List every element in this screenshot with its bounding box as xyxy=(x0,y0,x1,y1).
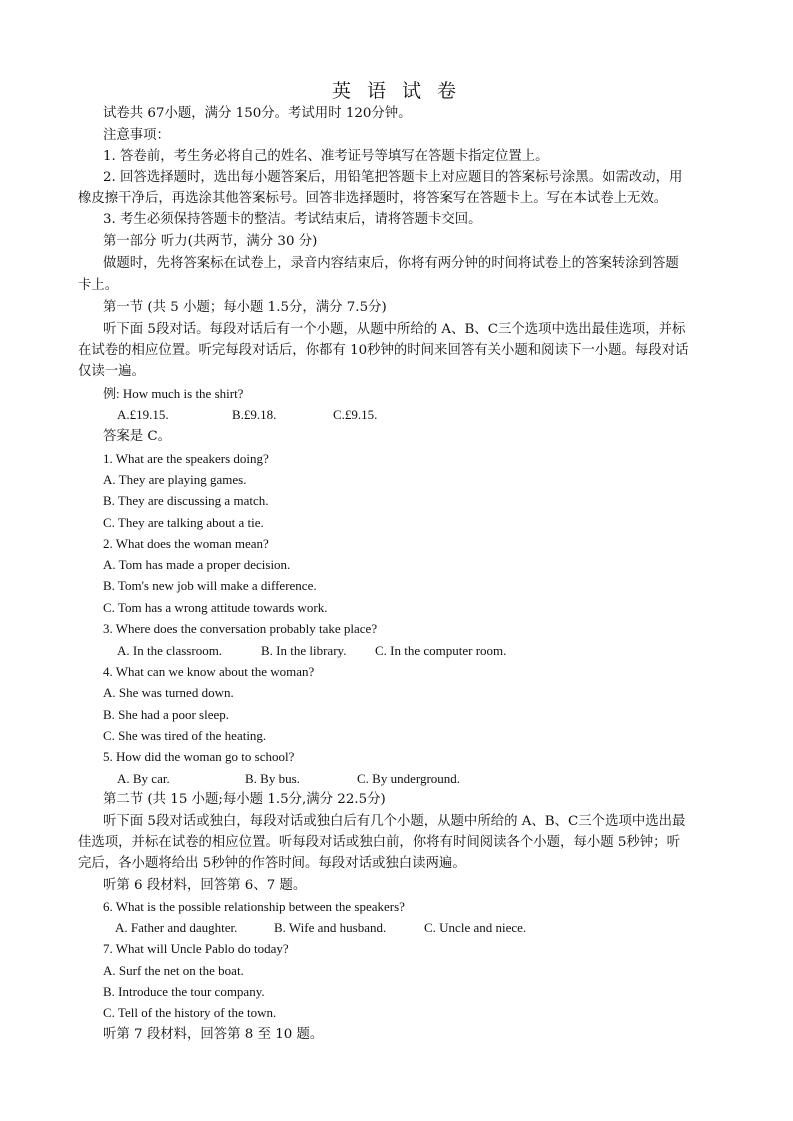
question-4-option-c: C. She was tired of the heating. xyxy=(103,728,267,743)
part1-intro: 做题时，先将答案标在试卷上，录音内容结束后，你将有两分钟的时间将试卷上的答案转涂到答题 xyxy=(103,256,679,271)
notice-heading: 注意事项： xyxy=(103,128,170,143)
question-2-option-b: B. Tom's new job will make a difference. xyxy=(103,578,317,593)
page-title: 英 语 试 卷 xyxy=(331,80,462,102)
example-option-b: B.£9.18. xyxy=(232,407,277,422)
question-5: 5. How did the woman go to school? xyxy=(103,749,295,764)
example-question: 例: How much is the shirt? xyxy=(103,386,244,401)
example-option-c: C.£9.15. xyxy=(333,407,378,422)
section2-intro-cont: 佳选项，并标在试卷的相应位置。听每段对话或独白前，你将有时间阅读各个小题，每小题 5秒钟；听 xyxy=(78,835,680,850)
section1-intro-cont: 在试卷的相应位置。听完每段对话后，你都有 10秒钟的时间来回答有关小题和阅读下一小题。每段对话 xyxy=(78,343,689,358)
question-6: 6. What is the possible relationship between the speakers? xyxy=(103,899,405,914)
example-option-a: A.£19.15. xyxy=(117,407,169,422)
notice-item-2-cont: 橡皮擦干净后，再选涂其他答案标号。回答非选择题时，将答案写在答题卡上。写在本试卷上无效。 xyxy=(78,191,668,206)
notice-item-3: 3. 考生必须保持答题卡的整洁。考试结束后，请将答题卡交回。 xyxy=(103,212,482,227)
question-2-option-c: C. Tom has a wrong attitude towards work. xyxy=(103,600,328,615)
part1-intro-cont: 卡上。 xyxy=(78,278,119,293)
notice-item-2: 2. 回答选择题时，选出每小题答案后，用铅笔把答题卡上对应题目的答案标号涂黑。如需改动，用 xyxy=(103,170,683,185)
question-2-option-a: A. Tom has made a proper decision. xyxy=(103,557,291,572)
section2-heading: 第二节 (共 15 小题;每小题 1.5分,满分 22.5分) xyxy=(103,792,386,807)
section1-intro: 听下面 5段对话。每段对话后有一个小题，从题中所给的 A、B、C三个选项中选出最佳选项，并标 xyxy=(103,322,686,337)
question-5-option-a: A. By car. xyxy=(117,771,170,786)
question-5-option-b: B. By bus. xyxy=(245,771,300,786)
question-4: 4. What can we know about the woman? xyxy=(103,664,315,679)
question-6-option-c: C. Uncle and niece. xyxy=(424,920,527,935)
example-answer: 答案是 C。 xyxy=(103,429,172,444)
question-3: 3. Where does the conversation probably take place? xyxy=(103,621,378,636)
question-1-option-c: C. They are talking about a tie. xyxy=(103,515,264,530)
question-3-option-b: B. In the library. xyxy=(261,643,347,658)
question-5-option-c: C. By underground. xyxy=(357,771,461,786)
section1-intro-cont2: 仅读一遍。 xyxy=(78,364,145,379)
section1-heading: 第一节 (共 5 小题；每小题 1.5分，满分 7.5分) xyxy=(103,300,387,315)
question-1-option-b: B. They are discussing a match. xyxy=(103,493,269,508)
question-7-option-a: A. Surf the net on the boat. xyxy=(103,963,244,978)
question-7-option-b: B. Introduce the tour company. xyxy=(103,984,265,999)
question-4-option-a: A. She was turned down. xyxy=(103,685,234,700)
question-1-option-a: A. They are playing games. xyxy=(103,472,247,487)
question-3-option-a: A. In the classroom. xyxy=(117,643,223,658)
part1-heading: 第一部分 听力(共两节，满分 30 分) xyxy=(103,234,318,249)
material-6-heading: 听第 6 段材料，回答第 6、7 题。 xyxy=(103,878,307,893)
section2-intro: 听下面 5段对话或独白，每段对话或独白后有几个小题，从题中所给的 A、B、C三个选项中选出最 xyxy=(103,814,686,829)
notice-item-1: 1. 答卷前，考生务必将自己的姓名、准考证号等填写在答题卡指定位置上。 xyxy=(103,149,549,164)
question-7: 7. What will Uncle Pablo do today? xyxy=(103,941,289,956)
question-3-option-c: C. In the computer room. xyxy=(375,643,507,658)
section2-intro-cont2: 完后，各小题将给出 5秒钟的作答时间。每段对话或独白读两遍。 xyxy=(78,856,466,871)
material-7-heading: 听第 7 段材料，回答第 8 至 10 题。 xyxy=(103,1027,324,1042)
exam-summary: 试卷共 67小题，满分 150分。考试用时 120分钟。 xyxy=(103,106,412,121)
question-4-option-b: B. She had a poor sleep. xyxy=(103,707,230,722)
question-7-option-c: C. Tell of the history of the town. xyxy=(103,1005,277,1020)
question-6-option-b: B. Wife and husband. xyxy=(274,920,387,935)
question-2: 2. What does the woman mean? xyxy=(103,536,269,551)
question-1: 1. What are the speakers doing? xyxy=(103,451,269,466)
question-6-option-a: A. Father and daughter. xyxy=(115,920,238,935)
